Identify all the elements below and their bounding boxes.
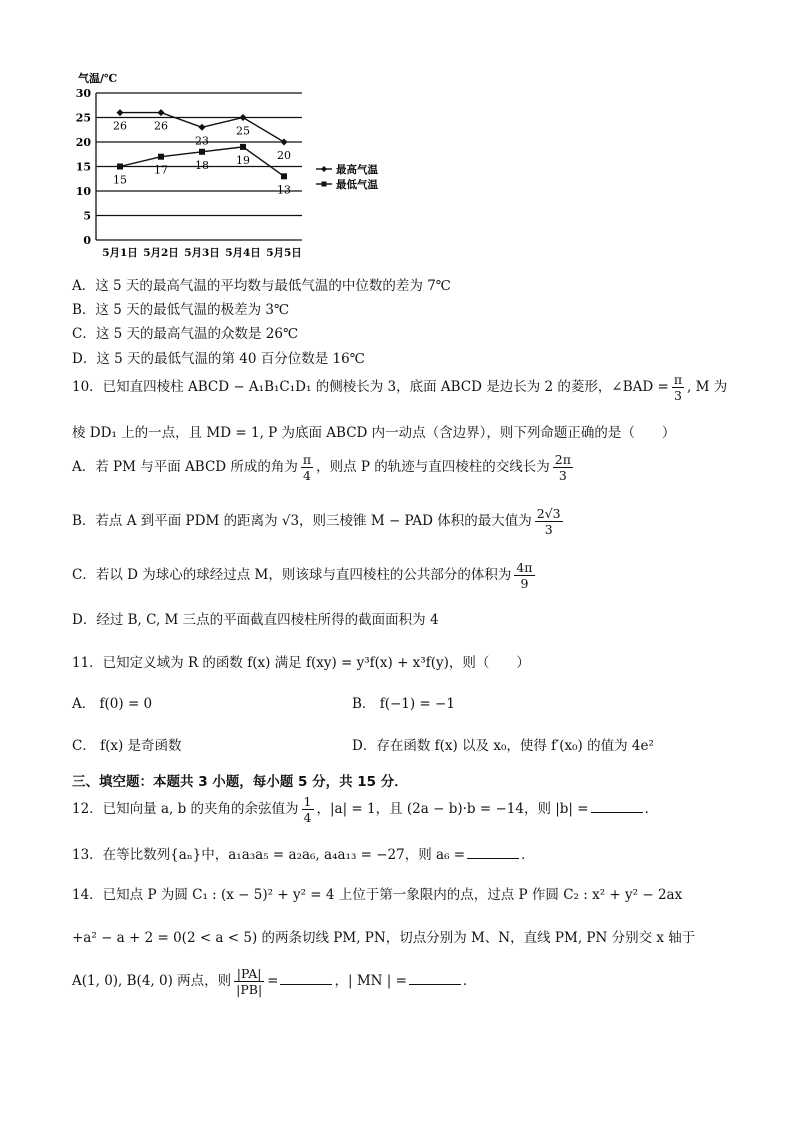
y-tick-label: 10	[75, 185, 91, 198]
data-point	[240, 114, 247, 121]
q11-option-c: C． f(x) 是奇函数	[72, 738, 182, 754]
q10-b-fraction	[535, 506, 563, 537]
y-tick-label: 5	[83, 209, 91, 223]
data-point	[117, 164, 123, 170]
q10-a-text2: ，则点 P 的轨迹与直四棱柱的交线长为	[316, 459, 550, 475]
y-tick-label: 30	[75, 87, 91, 100]
fraction-numerator: 2√3	[536, 506, 561, 521]
q9-option-b: B．这 5 天的最低气温的极差为 3℃	[72, 302, 290, 318]
q11-option-a: A． f(0) = 0	[72, 696, 153, 712]
q13-period: ．	[521, 847, 535, 863]
legend-marker	[322, 182, 327, 187]
data-label: 26	[113, 119, 127, 133]
q10-stem-text: 10．已知直四棱柱 ABCD − A₁B₁C₁D₁ 的侧棱长为 3，底面 ABCD 是边长为 2 的菱形，∠BAD =	[72, 379, 669, 395]
q9-option-c: C．这 5 天的最高气温的众数是 26℃	[72, 326, 299, 342]
data-point	[158, 109, 165, 116]
data-point	[281, 139, 288, 146]
q14-period: ．	[462, 973, 477, 989]
data-label: 13	[277, 183, 291, 197]
q9-option-a: A．这 5 天的最高气温的平均数与最低气温的中位数的差为 7℃	[72, 278, 451, 294]
q14-text2: ，| MN | =	[334, 973, 407, 989]
data-point	[199, 124, 206, 131]
data-label: 17	[154, 163, 168, 177]
y-tick-label: 0	[83, 234, 91, 247]
q10-a-fraction2	[553, 452, 573, 483]
data-point	[158, 154, 164, 160]
q11-stem: 11．已知定义域为 R 的函数 f(x) 满足 f(xy) = y³f(x) + x³f(y)，则（ ）	[72, 655, 530, 671]
q10-c-fraction	[514, 560, 534, 591]
q14-equals: =	[267, 973, 279, 989]
fraction-numerator: 4π	[516, 560, 533, 575]
q10-a-fraction1	[301, 452, 313, 483]
legend-marker	[321, 166, 327, 172]
answer-blank[interactable]	[467, 846, 519, 859]
q10-a-text: A．若 PM 与平面 ABCD 所成的角为	[72, 459, 298, 475]
x-tick-label: 5月3日	[184, 247, 220, 259]
q13-text: 13．在等比数列{aₙ}中，a₁a₃a₅ = a₂a₆, a₄a₁₃ = −27，则 a₆ =	[72, 847, 466, 863]
fraction-denominator: 9	[520, 576, 529, 591]
fraction-denominator: |PB|	[236, 982, 263, 997]
data-label: 20	[277, 149, 291, 162]
answer-blank-mn[interactable]	[409, 972, 461, 985]
q10-stem-text-tail: , M 为	[687, 379, 728, 395]
answer-blank-ratio[interactable]	[280, 972, 332, 985]
x-tick-label: 5月5日	[266, 247, 302, 259]
data-label: 19	[236, 153, 250, 167]
q11-option-d: D．存在函数 f(x) 以及 x₀，使得 f′(x₀) 的值为 4e²	[352, 738, 654, 754]
x-tick-label: 5月2日	[143, 247, 179, 259]
y-tick-label: 15	[75, 160, 91, 174]
data-label: 23	[195, 134, 209, 148]
q12	[72, 794, 658, 825]
fraction-numerator: 2π	[554, 452, 571, 467]
q14-line3	[72, 966, 476, 997]
x-tick-label: 5月4日	[225, 247, 261, 259]
q14-line2: +a² − a + 2 = 0(2 < a < 5) 的两条切线 PM, PN，切点分别为 M、N，直线 PM, PN 分别交 x 轴于	[72, 930, 696, 946]
y-tick-label: 20	[75, 136, 91, 149]
fraction-denominator: 3	[673, 388, 682, 403]
y-tick-label: 25	[75, 111, 91, 125]
temperature-line-chart	[70, 70, 400, 265]
section-heading-fill-in: 三、填空题：本题共 3 小题，每小题 5 分，共 15 分．	[72, 774, 408, 790]
q10-option-c	[72, 560, 538, 591]
data-label: 15	[113, 173, 127, 187]
fraction-denominator: 4	[303, 468, 311, 483]
fraction-numerator: 1	[303, 794, 312, 809]
q12-text2: ，|a| = 1，且 (2a − b)·b = −14，则 |b| =	[316, 801, 589, 817]
data-point	[240, 144, 246, 150]
angle-fraction	[672, 372, 684, 403]
fraction-denominator: 4	[303, 810, 312, 825]
fraction-numerator: π	[302, 452, 312, 467]
q9-option-d: D．这 5 天的最低气温的第 40 百分位数是 16℃	[72, 351, 365, 367]
fraction-numerator: |PA|	[234, 966, 264, 982]
q10-stem-line1	[72, 372, 727, 403]
x-tick-label: 5月1日	[102, 247, 138, 259]
q14-text: A(1, 0), B(4, 0) 两点，则	[72, 973, 232, 989]
fraction-numerator: π	[673, 372, 683, 387]
q10-option-b	[72, 506, 566, 537]
data-label: 18	[195, 158, 209, 172]
fraction-denominator: 3	[544, 522, 553, 537]
legend-label: 最高气温	[336, 164, 378, 176]
q12-text: 12．已知向量 a, b 的夹角的余弦值为	[72, 801, 299, 817]
q13	[72, 843, 535, 863]
q12-fraction	[302, 794, 314, 825]
q11-option-b: B． f(−1) = −1	[352, 696, 455, 712]
data-point	[199, 149, 205, 155]
q10-option-d: D．经过 B, C, M 三点的平面截直四棱柱所得的截面面积为 4	[72, 612, 439, 628]
data-point	[117, 109, 124, 116]
data-label: 25	[236, 124, 250, 138]
q12-period: ．	[644, 801, 659, 817]
data-label: 26	[154, 119, 168, 133]
q14-line1: 14．已知点 P 为圆 C₁ : (x − 5)² + y² = 4 上位于第一象限内的点，过点 P 作圆 C₂ : x² + y² − 2ax	[72, 887, 683, 903]
q10-stem-line2: 棱 DD₁ 上的一点，且 MD = 1, P 为底面 ABCD 内一动点（含边界），则下列命题正确的是（ ）	[72, 425, 676, 441]
legend-label: 最低气温	[336, 179, 378, 191]
y-axis-label: 气温/℃	[78, 72, 118, 85]
q10-c-text: C．若以 D 为球心的球经过点 M，则该球与直四棱柱的公共部分的体积为	[72, 567, 512, 583]
answer-blank[interactable]	[591, 800, 643, 813]
fraction-denominator: 3	[558, 468, 567, 483]
q14-fraction	[234, 966, 264, 997]
data-point	[281, 173, 287, 179]
q10-option-a	[72, 452, 576, 483]
q10-b-text: B．若点 A 到平面 PDM 的距离为 √3，则三棱锥 M − PAD 体积的最大值为	[72, 513, 532, 529]
